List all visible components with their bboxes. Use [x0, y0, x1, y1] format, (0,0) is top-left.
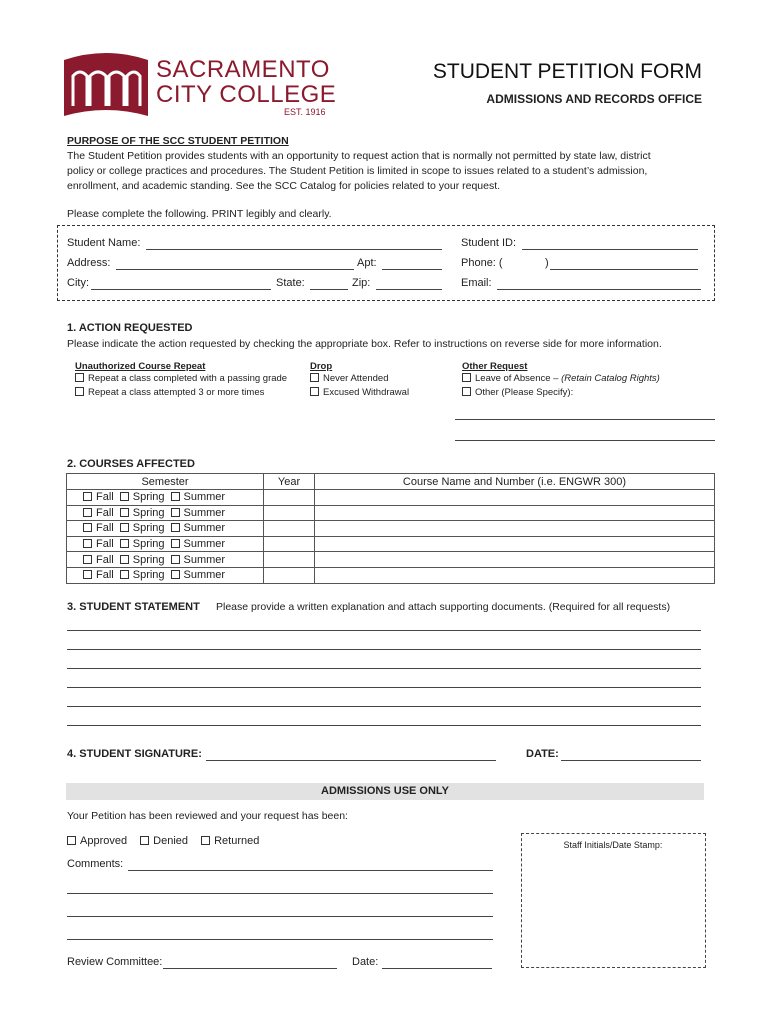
comments-line-2[interactable] — [67, 893, 493, 894]
repeat-passing-label: Repeat a class completed with a passing grade — [88, 373, 288, 384]
drop-column — [310, 361, 409, 398]
address-label: Address: — [67, 257, 111, 269]
year-cell[interactable] — [264, 567, 315, 583]
checkbox-icon — [120, 508, 129, 517]
repeat-passing-checkbox[interactable] — [75, 373, 287, 384]
repeat-column — [75, 361, 287, 398]
semester-option-label: Summer — [183, 522, 226, 535]
semester-spring-checkbox[interactable] — [120, 491, 165, 503]
logo-mark-text: SCC — [106, 62, 109, 63]
statement-line-6[interactable] — [67, 725, 701, 726]
leave-of-absence-label: Leave of Absence – — [475, 373, 559, 384]
checkbox-icon — [171, 570, 180, 579]
other-specify-field-1[interactable] — [455, 419, 715, 420]
semester-fall-checkbox[interactable] — [83, 522, 114, 534]
checkbox-icon — [201, 836, 210, 845]
address-field[interactable] — [116, 269, 354, 270]
phone-label: Phone: ( — [461, 257, 503, 269]
semester-option-label: Spring — [132, 506, 165, 519]
repeat-attempted-label: Repeat a class attempted 3 or more times — [88, 387, 265, 398]
semester-option-label: Spring — [132, 553, 165, 566]
student-id-label: Student ID: — [461, 237, 517, 249]
course-row — [67, 552, 715, 568]
course-row — [67, 567, 715, 583]
course-cell[interactable] — [315, 536, 715, 552]
semester-option-label: Summer — [183, 569, 226, 582]
reviewed-text: Your Petition has been reviewed and your request has been: — [67, 810, 348, 822]
checkbox-icon — [83, 492, 92, 501]
review-committee-field[interactable] — [163, 968, 337, 969]
city-field[interactable] — [91, 289, 271, 290]
checkbox-icon — [75, 373, 84, 382]
course-row — [67, 505, 715, 521]
year-cell[interactable] — [264, 521, 315, 537]
semester-spring-checkbox[interactable] — [120, 538, 165, 550]
semester-option-label: Spring — [132, 522, 165, 535]
checkbox-icon — [310, 387, 319, 396]
staff-stamp-box[interactable] — [521, 833, 706, 968]
admissions-heading: ADMISSIONS USE ONLY — [66, 783, 704, 800]
student-id-field[interactable] — [522, 249, 698, 250]
semester-option-label: Summer — [183, 491, 226, 504]
other-specify-label: Other (Please Specify): — [475, 387, 574, 398]
year-cell[interactable] — [264, 536, 315, 552]
year-cell[interactable] — [264, 552, 315, 568]
semester-cell — [67, 552, 264, 568]
apt-field[interactable] — [382, 269, 442, 270]
semester-option-label: Summer — [183, 538, 226, 551]
course-row — [67, 490, 715, 506]
decision-options — [67, 835, 259, 847]
checkbox-icon — [171, 539, 180, 548]
form-subtitle: ADMISSIONS AND RECORDS OFFICE — [486, 92, 702, 106]
comments-line-4[interactable] — [67, 939, 493, 940]
purpose-line-3: enrollment, and academic standing. See the SCC Catalog for policies related to your request. — [67, 180, 501, 192]
instructions: Please complete the following. PRINT legibly and clearly. — [67, 208, 332, 220]
signature-date-label: DATE: — [526, 748, 559, 760]
checkbox-icon — [462, 373, 471, 382]
city-label: City: — [67, 277, 89, 289]
course-row — [67, 536, 715, 552]
checkbox-icon — [120, 492, 129, 501]
form-title: STUDENT PETITION FORM — [432, 60, 702, 83]
section1-instructions: Please indicate the action requested by checking the appropriate box. Refer to instructions on reverse side for more information. — [67, 338, 662, 350]
semester-spring-checkbox[interactable] — [120, 554, 165, 566]
semester-option-label: Fall — [96, 522, 114, 535]
semester-option-label: Fall — [96, 569, 114, 582]
drop-title: Drop — [310, 361, 333, 372]
courses-table — [66, 473, 715, 584]
excused-withdrawal-checkbox[interactable] — [310, 387, 409, 398]
semester-cell — [67, 567, 264, 583]
course-cell[interactable] — [315, 521, 715, 537]
returned-label: Returned — [214, 835, 260, 847]
semester-option-label: Fall — [96, 538, 114, 551]
logo-mark-icon — [60, 50, 152, 120]
leave-of-absence-note: (Retain Catalog Rights) — [561, 373, 660, 384]
semester-summer-checkbox[interactable] — [171, 554, 226, 566]
semester-option-label: Spring — [132, 491, 165, 504]
comments-label: Comments: — [67, 858, 124, 870]
purpose-line-1: The Student Petition provides students with an opportunity to request action that is normally not permitted by state law, district — [67, 150, 651, 162]
checkbox-icon — [83, 570, 92, 579]
semester-option-label: Fall — [96, 553, 114, 566]
review-date-label: Date: — [352, 956, 379, 968]
checkbox-icon — [83, 539, 92, 548]
email-label: Email: — [461, 277, 492, 289]
student-name-label: Student Name: — [67, 237, 141, 249]
zip-label: Zip: — [352, 277, 371, 289]
year-cell[interactable] — [264, 490, 315, 506]
semester-spring-checkbox[interactable] — [120, 522, 165, 534]
semester-option-label: Fall — [96, 506, 114, 519]
leave-of-absence-checkbox[interactable] — [462, 373, 660, 384]
checkbox-icon — [171, 492, 180, 501]
semester-option-label: Spring — [132, 569, 165, 582]
email-field[interactable] — [497, 289, 701, 290]
semester-option-label: Summer — [183, 553, 226, 566]
other-title: Other Request — [462, 361, 528, 372]
apt-label: Apt: — [357, 257, 377, 269]
course-row — [67, 521, 715, 537]
section3-instructions: Please provide a written explanation and attach supporting documents. (Required for all requests) — [216, 601, 671, 613]
other-column — [462, 361, 660, 398]
semester-fall-checkbox[interactable] — [83, 507, 114, 519]
semester-summer-checkbox[interactable] — [171, 538, 226, 550]
checkbox-icon — [120, 555, 129, 564]
course-cell[interactable] — [315, 505, 715, 521]
semester-summer-checkbox[interactable] — [171, 569, 226, 581]
course-cell[interactable] — [315, 567, 715, 583]
semester-spring-checkbox[interactable] — [120, 569, 165, 581]
logo-est: EST. 1916 — [284, 107, 326, 117]
checkbox-icon — [67, 836, 76, 845]
checkbox-icon — [171, 508, 180, 517]
course-cell[interactable] — [315, 552, 715, 568]
semester-cell — [67, 490, 264, 506]
purpose-heading: PURPOSE OF THE SCC STUDENT PETITION — [67, 135, 289, 147]
returned-checkbox[interactable] — [201, 835, 259, 847]
phone-area-field[interactable] — [508, 257, 544, 271]
semester-fall-checkbox[interactable] — [83, 569, 114, 581]
comments-line-1[interactable] — [128, 870, 493, 871]
student-name-field[interactable] — [146, 249, 442, 250]
year-header: Year — [264, 474, 315, 490]
excused-withdrawal-label: Excused Withdrawal — [323, 387, 410, 398]
course-header: Course Name and Number (i.e. ENGWR 300) — [315, 474, 715, 490]
never-attended-checkbox[interactable] — [310, 373, 409, 384]
semester-summer-checkbox[interactable] — [171, 491, 226, 503]
review-date-field[interactable] — [382, 968, 492, 969]
semester-fall-checkbox[interactable] — [83, 538, 114, 550]
signature-field[interactable] — [206, 760, 496, 761]
section3-heading: 3. STUDENT STATEMENT — [67, 601, 200, 613]
checkbox-icon — [171, 523, 180, 532]
semester-option-label: Fall — [96, 491, 114, 504]
statement-line-4[interactable] — [67, 687, 701, 688]
other-specify-checkbox[interactable] — [462, 387, 660, 398]
repeat-title: Unauthorized Course Repeat — [75, 361, 206, 372]
logo-name-line2: CITY COLLEGE — [156, 81, 337, 108]
checkbox-icon — [140, 836, 149, 845]
semester-option-label: Spring — [132, 538, 165, 551]
course-cell[interactable] — [315, 490, 715, 506]
year-cell[interactable] — [264, 505, 315, 521]
semester-spring-checkbox[interactable] — [120, 507, 165, 519]
approved-checkbox[interactable] — [67, 835, 127, 847]
semester-fall-checkbox[interactable] — [83, 491, 114, 503]
denied-checkbox[interactable] — [140, 835, 188, 847]
statement-line-1[interactable] — [67, 630, 701, 631]
semester-option-label: Summer — [183, 506, 226, 519]
semester-cell — [67, 505, 264, 521]
other-specify-field-2[interactable] — [455, 440, 715, 441]
section2-heading: 2. COURSES AFFECTED — [67, 458, 195, 470]
statement-line-3[interactable] — [67, 668, 701, 669]
signature-label: 4. STUDENT SIGNATURE: — [67, 748, 202, 760]
semester-cell — [67, 521, 264, 537]
purpose-line-2: policy or college practices and procedures. The Student Petition is limited in scope to issues related to a student’s admission, — [67, 165, 648, 177]
semester-cell — [67, 536, 264, 552]
semester-summer-checkbox[interactable] — [171, 522, 226, 534]
review-committee-label: Review Committee: — [67, 956, 163, 968]
checkbox-icon — [462, 387, 471, 396]
checkbox-icon — [83, 523, 92, 532]
logo-name-line1: SACRAMENTO — [156, 56, 330, 83]
phone-close-paren: ) — [545, 257, 549, 269]
statement-line-5[interactable] — [67, 706, 701, 707]
zip-field[interactable] — [376, 289, 442, 290]
semester-summer-checkbox[interactable] — [171, 507, 226, 519]
courses-header-row — [67, 474, 715, 490]
checkbox-icon — [83, 555, 92, 564]
semester-header: Semester — [67, 474, 264, 490]
checkbox-icon — [83, 508, 92, 517]
checkbox-icon — [120, 539, 129, 548]
denied-label: Denied — [153, 835, 189, 847]
checkbox-icon — [120, 523, 129, 532]
signature-date-field[interactable] — [561, 760, 701, 761]
state-label: State: — [276, 277, 305, 289]
comments-line-3[interactable] — [67, 916, 493, 917]
repeat-attempted-checkbox[interactable] — [75, 387, 287, 398]
staff-stamp-label: Staff Initials/Date Stamp: — [563, 840, 663, 850]
state-field[interactable] — [310, 289, 348, 290]
approved-label: Approved — [80, 835, 128, 847]
checkbox-icon — [310, 373, 319, 382]
checkbox-icon — [120, 570, 129, 579]
checkbox-icon — [171, 555, 180, 564]
semester-fall-checkbox[interactable] — [83, 554, 114, 566]
college-logo — [60, 50, 337, 120]
never-attended-label: Never Attended — [323, 373, 389, 384]
phone-field[interactable] — [550, 269, 698, 270]
statement-line-2[interactable] — [67, 649, 701, 650]
checkbox-icon — [75, 387, 84, 396]
section1-heading: 1. ACTION REQUESTED — [67, 322, 193, 334]
